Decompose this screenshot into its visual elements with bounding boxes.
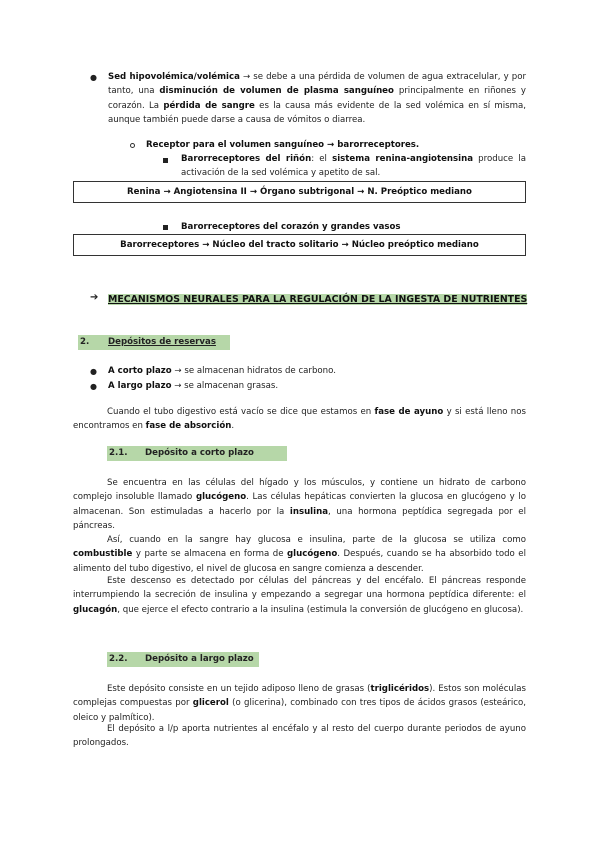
section-2-1-heading: 2.1. Depósito a corto plazo xyxy=(107,446,287,461)
adipose-paragraph: Este depósito consiste en un tejido adiposo lleno de grasas (triglicéridos). Estos son moléculas complejas compuestas por glicerol (o glicerina), combinado con tres tipos de ácidos grasos (esteárico, oleico y palmítico). xyxy=(73,684,526,723)
long-term-deposit-paragraph: El depósito a l/p aporta nutrientes al encéfalo y al resto del cuerpo durante periodos de ayuno prolongados. xyxy=(73,724,526,749)
receptor-line: Receptor para el volumen sanguíneo → barorreceptores. xyxy=(146,140,420,150)
section-2-2-heading: 2.2. Depósito a largo plazo xyxy=(107,652,259,667)
fuel-paragraph: Así, cuando en la sangre hay glucosa e insulina, parte de la glucosa se utiliza como combustible y parte se almacena en forma de glucógeno. Después, cuando se ha absorbido todo el alimento del tubo digestivo, el nivel de glucosa en sangre comienza a descender. xyxy=(73,535,526,574)
bullet-dot-icon: ● xyxy=(90,367,97,376)
renin-pathway-box: Renina → Angiotensina II → Órgano subtrigonal → N. Preóptico mediano xyxy=(73,181,526,203)
glucagon-paragraph: Este descenso es detectado por células del páncreas y del encéfalo. El páncreas responde interrumpiendo la secreción de insulina y empezando a segregar una hormona peptídica diferente: el glucagón, que ejerce el efecto contrario a la insulina (estimula la conversión de glucógeno en glucosa). xyxy=(73,576,526,615)
sed-volemica-paragraph: Sed hipovolémica/volémica → se debe a una pérdida de volumen de agua extracelular, y por tanto, una disminución de volumen de plasma sanguíneo principalmente en riñones y corazón. La pérdida de sangre es la causa más evidente de la sed volémica en sí misma, aunque también puede darse a causa de vómitos o diarrea. xyxy=(108,72,527,126)
heart-baroreceptors-item: Barorreceptores del corazón y grandes vasos xyxy=(181,222,401,232)
fasting-paragraph: Cuando el tubo digestivo está vacío se dice que estamos en fase de ayuno y si está lleno nos encontramos en fase de absorción. xyxy=(73,407,526,432)
short-term-bullet: A corto plazo → se almacenan hidratos de carbono. xyxy=(108,366,336,376)
long-term-bullet: A largo plazo → se almacenan grasas. xyxy=(108,381,279,391)
arrow-right-icon: ➔ xyxy=(90,292,99,303)
glycogen-paragraph: Se encuentra en las células del hígado y los músculos, y contiene un hidrato de carbono complejo insoluble llamado glucógeno. Las células hepáticas convierten la glucosa en glucógeno y lo almacenan. Son estimuladas a hacerlo por la insulina, una hormona peptídica segregada por el páncreas. xyxy=(73,478,527,532)
hollow-bullet-icon xyxy=(130,143,135,148)
square-bullet-icon xyxy=(163,158,168,163)
section-2-heading: 2. Depósitos de reservas xyxy=(78,335,230,350)
term-sed-volemica: Sed hipovolémica/volémica xyxy=(108,72,240,82)
bullet-dot-icon: ● xyxy=(90,382,97,391)
square-bullet-icon xyxy=(163,225,168,230)
kidney-baroreceptors-item: Barorreceptores del riñón: el sistema renina-angiotensina produce la activación de la sed volémica y apetito de sal. xyxy=(181,154,526,178)
baroreceptor-pathway-box: Barorreceptores → Núcleo del tracto solitario → Núcleo preóptico mediano xyxy=(73,234,526,256)
main-heading: MECANISMOS NEURALES PARA LA REGULACIÓN DE LA INGESTA DE NUTRIENTES xyxy=(108,294,528,305)
bullet-dot-icon: ● xyxy=(90,73,97,82)
